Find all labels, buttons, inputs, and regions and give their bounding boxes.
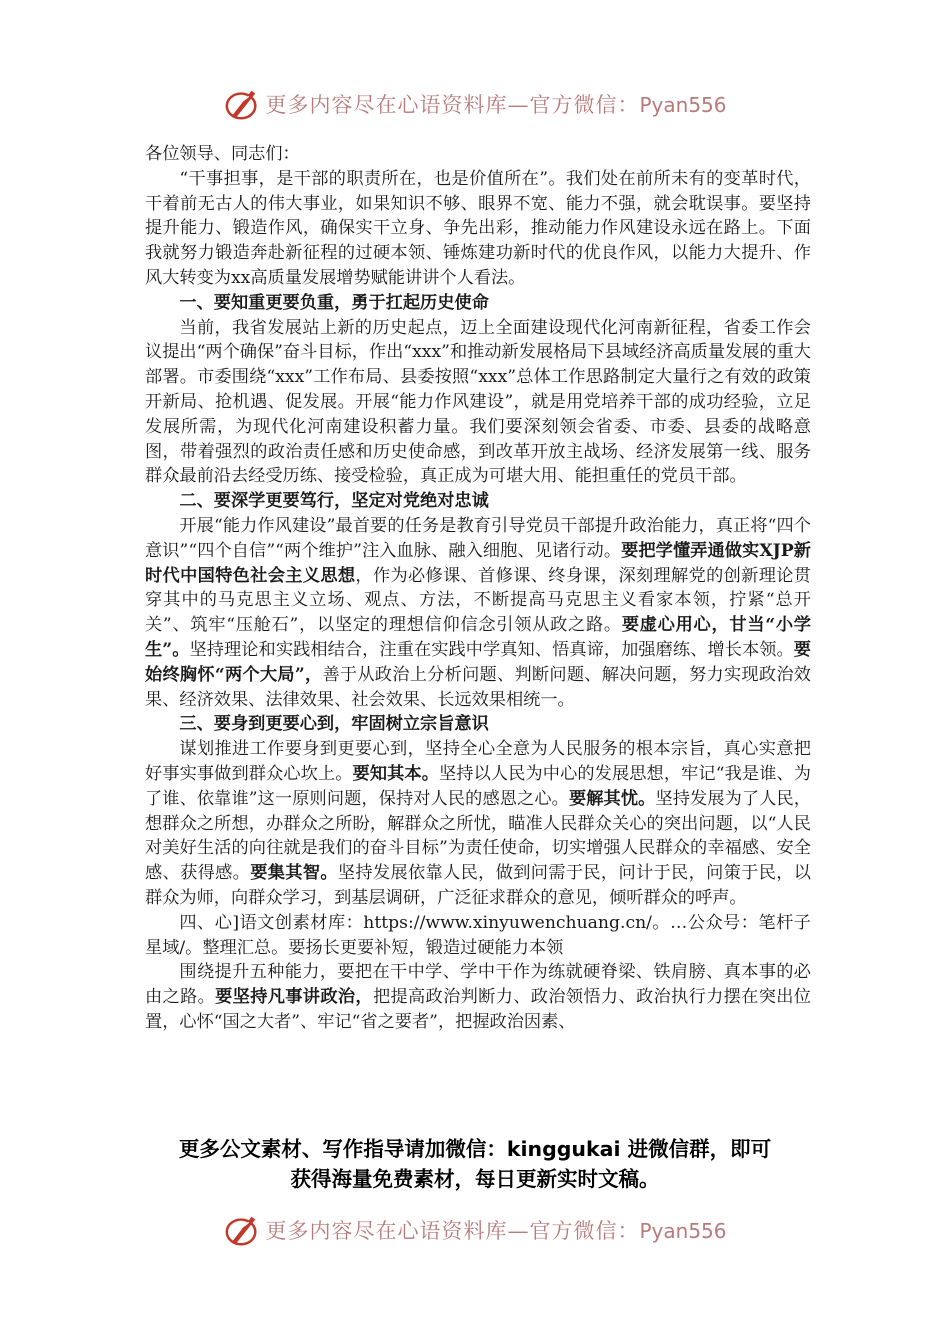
- section-heading-3: 三、要身到更要心到，牢固树立宗旨意识: [179, 714, 489, 735]
- banner-text: 更多内容尽在心语资料库—官方微信：Pyan556: [265, 93, 727, 117]
- quill-logo-icon: [223, 1211, 261, 1249]
- intro-paragraph: “干事担事，是干部的职责所在，也是价值所在”。我们处在前所未有的变革时代，干着前无古人的伟大事业，如果知识不够、眼界不宽、能力不强，就会耽误事。要坚持提升能力、锻造作风，确保实干立身、争先出彩，推动能力作风建设永远在路上。下面我就努力锻造奔赴新征程的过硬本领、锤炼建功新时代的优良作风，以能力大提升、作风大转变为xx高质量发展增势赋能讲讲个人看法。: [145, 168, 811, 288]
- quill-logo-icon: [223, 85, 261, 123]
- section-4-paragraph: 围绕提升五种能力，要把在干中学、学中干作为练就硬脊梁、铁肩膀、真本事的必由之路。要坚持凡事讲政治，把提高政治判断力、政治领悟力、政治执行力摆在突出位置，心怀“国之大者”、牢记“省之要者”，把握政治因素、: [145, 962, 811, 1032]
- salutation: 各位领导、同志们：: [145, 144, 300, 164]
- wechat-id: Pyan556: [639, 93, 727, 117]
- footer-line-2: 获得海量免费素材，每日更新实时文稿。: [290, 1167, 660, 1191]
- section-heading-4: 四、心]语文创素材库：https://www.xinyuwenchuang.cn/。…公众号：笔杆子星域/。整理汇总。要扬长更要补短，锻造过硬能力本领: [145, 912, 811, 958]
- wechat-id: Pyan556: [639, 1219, 727, 1243]
- section-1-paragraph: 当前，我省发展站上新的历史起点，迈上全面建设现代化河南新征程，省委工作会议提出“两个确保”奋斗目标，作出“xxx”和推动新发展格局下县域经济高质量发展的重大部署。市委围绕“xxx”工作布局、县委按照“xxx”总体工作思路制定大量行之有效的政策开新局、抢机遇、促发展。开展“能力作风建设”，就是用党培养干部的成功经验，立足发展所需，为现代化河南建设积蓄力量。我们要深刻领会省委、市委、县委的战略意图，带着强烈的政治责任感和历史使命感，到改革开放主战场、经济发展第一线、服务群众最前沿去经受历练、接受检验，真正成为可堪大用、能担重任的党员干部。: [145, 317, 811, 487]
- footer-watermark-banner: [0, 1210, 950, 1250]
- header-watermark-banner: [0, 84, 950, 124]
- document-body: [145, 142, 811, 1035]
- section-heading-2: 二、要深学更要笃行，坚定对党绝对忠诚: [179, 491, 489, 512]
- section-heading-1: 一、要知重更要负重，勇于扛起历史使命: [179, 292, 489, 313]
- footer-line-1: 更多公文素材、写作指导请加微信：kinggukai 进微信群，即可: [178, 1137, 772, 1161]
- section-2-paragraph: 开展“能力作风建设”最首要的任务是教育引导党员干部提升政治能力，真正将“四个意识”“四个自信”“两个维护”注入血脉、融入细胞、见诸行动。要把学懂弄通做实XJP新时代中国特色社会主义思想，作为必修课、首修课、终身课，深刻理解党的创新理论贯穿其中的马克思主义立场、观点、方法，不断提高马克思主义看家本领，拧紧“总开关”、筑牢“压舱石”，以坚定的理想信仰信念引领从政之路。要虚心用心，甘当“小学生”。坚持理论和实践相结合，注重在实践中学真知、悟真谛，加强磨练、增长本领。要始终胸怀“两个大局”，善于从政治上分析问题、判断问题、解决问题，努力实现政治效果、经济效果、法律效果、社会效果、长远效果相统一。: [145, 515, 811, 710]
- banner-text: 更多内容尽在心语资料库—官方微信：Pyan556: [265, 1219, 727, 1243]
- footer-promo: [120, 1134, 830, 1194]
- section-3-paragraph: 谋划推进工作要身到更要心到，坚持全心全意为人民服务的根本宗旨，真心实意把好事实事做到群众心坎上。要知其本。坚持以人民为中心的发展思想，牢记“我是谁、为了谁、依靠谁”这一原则问题，保持对人民的感恩之心。要解其忧。坚持发展为了人民，想群众之所想，办群众之所盼，解群众之所忧，瞄准人民群众关心的突出问题，以“人民对美好生活的向往就是我们的奋斗目标”为责任使命，切实增强人民群众的幸福感、安全感、获得感。要集其智。坚持发展依靠人民，做到问需于民，问计于民，问策于民，以群众为师，向群众学习，到基层调研，广泛征求群众的意见，倾听群众的呼声。: [145, 739, 811, 908]
